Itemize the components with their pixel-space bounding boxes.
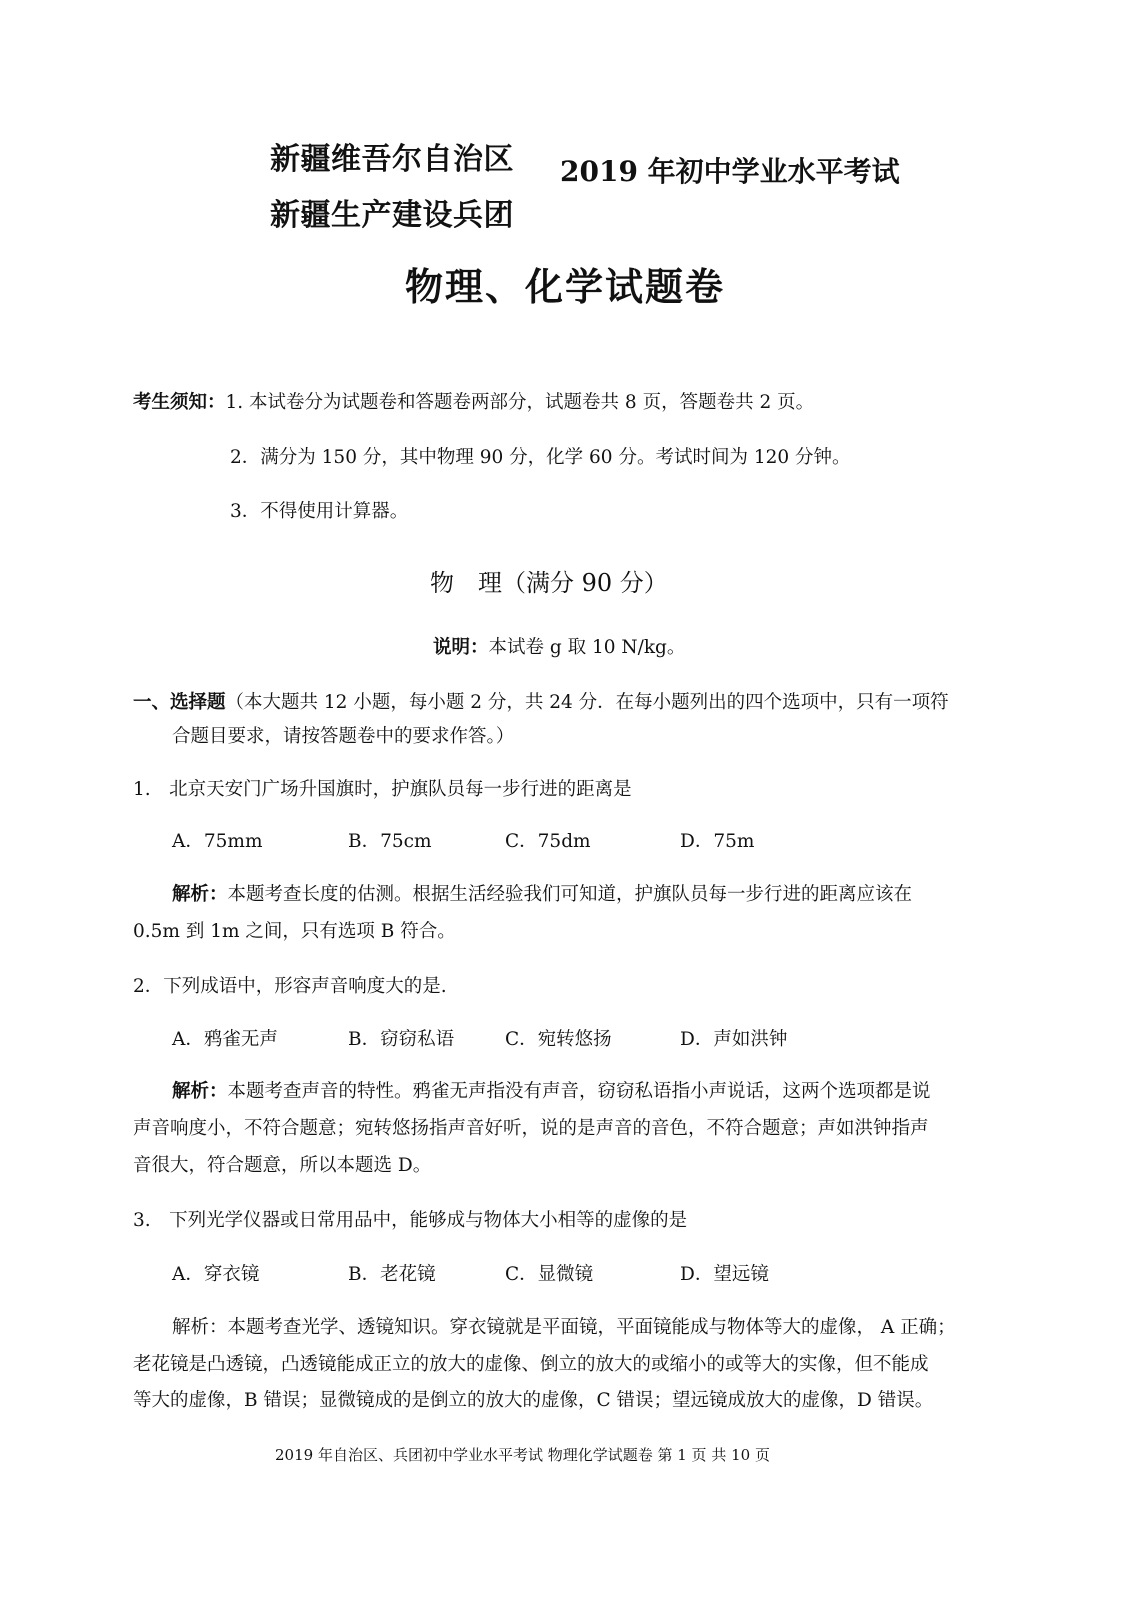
question-3-option-d: D．望远镜 (680, 1264, 769, 1285)
notice-line-1 (133, 388, 814, 414)
question-2-option-c: C．宛转悠扬 (505, 1029, 612, 1050)
question-2-analysis-line3: 音很大，符合题意，所以本题选 D。 (133, 1155, 432, 1176)
question-2-option-d: D．声如洪钟 (680, 1029, 788, 1050)
analysis-text: 本题考查声音的特性。鸦雀无声指没有声音，窃窃私语指小声说话，这两个选项都是说 (227, 1081, 931, 1102)
notice-item: 1. 本试卷分为试题卷和答题卷两部分，试题卷共 8 页，答题卷共 2 页。 (225, 392, 815, 413)
question-2-analysis-line2: 声音响度小，不符合题意；宛转悠扬指声音好听，说的是声音的音色，不符合题意；声如洪钟指声 (133, 1118, 929, 1139)
section-label: 一、选择题 (133, 692, 226, 713)
notice-item: 2．满分为 150 分，其中物理 90 分，化学 60 分。考试时间为 120 分钟。 (230, 447, 851, 468)
section-one-header (133, 688, 949, 714)
physics-note-text: 本试卷 g 取 10 N/kg。 (488, 637, 686, 658)
question-2-stem: 2．下列成语中，形容声音响度大的是. (133, 976, 447, 997)
section-desc-line2: 合题目要求，请按答题卷中的要求作答。） (172, 726, 515, 747)
question-3-analysis-line3: 等大的虚像，B 错误；显微镜成的是倒立的放大的虚像，C 错误；望远镜成放大的虚像，D 错误。 (133, 1390, 934, 1411)
analysis-label: 解析： (172, 1081, 228, 1102)
question-1-option-c: C．75dm (505, 831, 591, 852)
analysis-text: 本题考查光学、透镜知识。穿衣镜就是平面镜，平面镜能成与物体等大的虚像， A 正确； (227, 1317, 956, 1338)
notice-item: 3．不得使用计算器。 (230, 501, 409, 522)
analysis-text: 本题考查长度的估测。根据生活经验我们可知道，护旗队员每一步行进的距离应该在 (227, 884, 913, 905)
section-desc: （本大题共 12 小题，每小题 2 分，共 24 分．在每小题列出的四个选项中，只有一项符 (225, 692, 949, 713)
analysis-label: 解析： (172, 1317, 228, 1338)
question-2-option-b: B．窃窃私语 (348, 1029, 455, 1050)
question-1-analysis (172, 880, 912, 906)
question-3-option-a: A．穿衣镜 (172, 1264, 260, 1285)
physics-note (433, 633, 685, 659)
physics-note-label: 说明： (433, 637, 489, 658)
question-3-option-c: C．显微镜 (505, 1264, 594, 1285)
question-1-option-d: D．75m (680, 831, 755, 852)
exam-title: 2019 年初中学业水平考试 (560, 155, 900, 188)
question-2-option-a: A．鸦雀无声 (172, 1029, 278, 1050)
question-1-option-b: B．75cm (348, 831, 432, 852)
region-title-xinjiang: 新疆维吾尔自治区 (270, 142, 514, 177)
question-3-option-b: B．老花镜 (348, 1264, 436, 1285)
question-3-stem: 3. 下列光学仪器或日常用品中，能够成与物体大小相等的虚像的是 (133, 1210, 688, 1231)
question-1-stem: 1. 北京天安门广场升国旗时，护旗队员每一步行进的距离是 (133, 779, 632, 800)
page-footer: 2019 年自治区、兵团初中学业水平考试 物理化学试题卷 第 1 页 共 10 页 (275, 1446, 770, 1464)
region-title-bingtuan: 新疆生产建设兵团 (270, 198, 514, 233)
notice-label: 考生须知： (133, 392, 226, 413)
physics-heading: 物 理（满分 90 分） (430, 569, 668, 597)
question-1-analysis-line2: 0.5m 到 1m 之间，只有选项 B 符合。 (133, 921, 456, 942)
question-3-analysis (172, 1313, 956, 1339)
question-1-option-a: A．75mm (172, 831, 263, 852)
question-3-analysis-line2: 老花镜是凸透镜，凸透镜能成正立的放大的虚像、倒立的放大的或缩小的或等大的实像，但不能成 (133, 1354, 929, 1375)
analysis-label: 解析： (172, 884, 228, 905)
paper-title: 物理、化学试题卷 (405, 264, 726, 309)
question-2-analysis (172, 1077, 931, 1103)
